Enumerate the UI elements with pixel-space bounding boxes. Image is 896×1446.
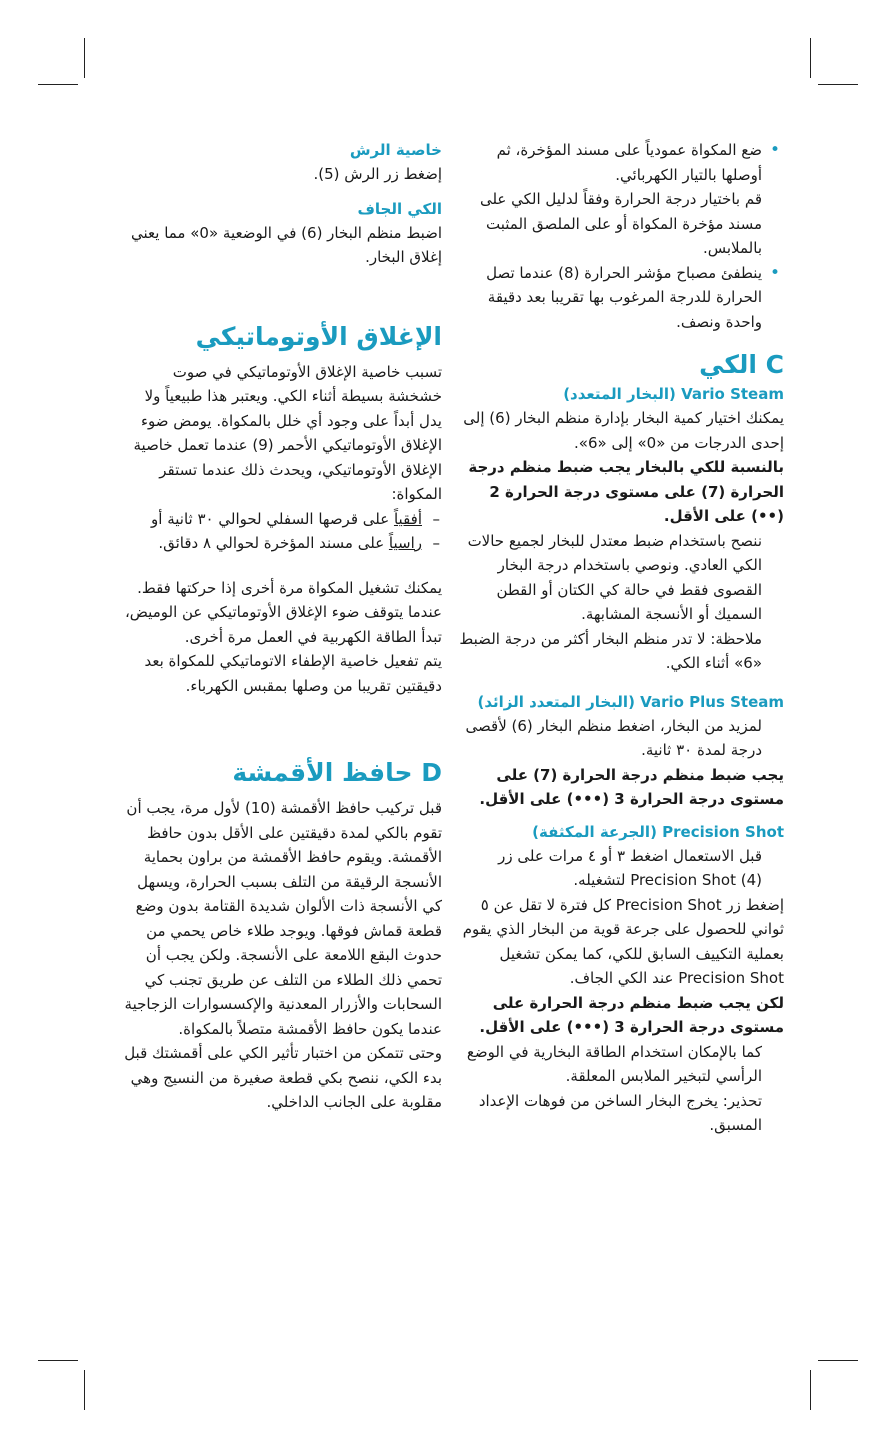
section-d-heading: [118, 756, 442, 790]
vario-steam-heading: Vario Steam (البخار المتعدد): [563, 385, 784, 403]
dry-ironing-heading: الكي الجاف: [357, 199, 442, 218]
crop-mark: [84, 38, 85, 78]
precision-shot-bold: لكن يجب ضبط منظم درجة الحرارة على مستوى درجة الحرارة 3 (•••) على الأقل.: [479, 993, 784, 1036]
auto-off-restart: يمكنك تشغيل المكواة مرة أخرى إذا حركتها فقط. عندما يتوقف ضوء الإغلاق الأوتوماتيكي عن الوميض، تبدأ الطاقة الكهربية في العمل مرة أخرى.: [124, 578, 442, 646]
vario-plus-heading: Vario Plus Steam (البخار المتعدد الزائد): [477, 692, 784, 711]
bullet-plug-in: • ضع المكواة عمودياً على مسند المؤخرة، ثم أوصلها بالتيار الكهربائي. قم باختيار درجة الحرارة وفقاً لدليل الكي على مسند مؤخرة المكواة أو على الملصق المثبت بالملابس.: [456, 138, 784, 261]
fabric-protector-test: وحتى تتمكن من اختبار تأثير الكي على أقمشتك قبل بدء الكي، ننصح بكي قطعة صغيرة من النسيج وهي مقلوبة على الجانب الداخلي.: [124, 1044, 442, 1111]
left-column: [118, 138, 442, 1115]
precision-shot-usage: إضغط زر Precision Shot كل فترة لا تقل عن ٥ ثواني للحصول على جرعة قوية من البخار الذي يقوم بعملية التكييف السابق للكي، كما يمكن تشغيل Precision Shot عند الكي الجاف.: [462, 895, 784, 987]
bullet-continuation: قم باختيار درجة الحرارة وفقاً لدليل الكي على مسند مؤخرة المكواة أو على الملصق المثبت بالملابس.: [479, 190, 762, 257]
auto-off-heading: الإغلاق الأوتوماتيكي: [195, 321, 442, 351]
dry-ironing-text: اضبط منظم البخار (6) في الوضعية «0» مما يعني إغلاق البخار.: [130, 223, 442, 266]
spray-heading: خاصية الرش: [349, 141, 442, 159]
instruction-list: [456, 138, 784, 334]
right-column: [456, 138, 784, 1138]
section-c-heading: [456, 348, 784, 382]
crop-mark: [84, 1370, 85, 1410]
bullet-temperature-light: • ينطفئ مصباح مؤشر الحرارة (8) عندما تصل الحرارة للدرجة المرغوب بها تقريبا بعد دقيقة واحدة ونصف.: [456, 261, 784, 335]
auto-off-vertical: – راسياً على مسند المؤخرة لحوالي ٨ دقائق.: [118, 531, 442, 556]
crop-mark: [818, 84, 858, 85]
auto-off-text: تسبب خاصية الإغلاق الأوتوماتيكي في صوت خشخشة بسيطة أثناء الكي. ويعتبر هذا طبيعياً ولا يدل أبداً على وجود أي خلل بالمكواة. يومض ضوء الإغلاق الأوتوماتيكي الأحمر (9) عندما تعمل خاصية الإغلاق الأوتوماتيكي، ويحدث ذلك عندما تستقر المكواة:: [133, 362, 442, 503]
section-letter: C: [765, 350, 784, 379]
section-letter: D: [421, 758, 442, 787]
section-title: الكي: [699, 350, 757, 379]
auto-off-horizontal: – أفقياً على قرصها السفلي لحوالي ٣٠ ثانية أو: [118, 507, 442, 532]
vario-steam-text: يمكنك اختيار كمية البخار بإدارة منظم البخار (6) إلى إحدى الدرجات من «0» إلى «6».: [463, 409, 784, 452]
auto-off-activation: يتم تفعيل خاصية الإطفاء الاتوماتيكي للمكواة بعد دقيقتين تقريبا من وصلها بمقبس الكهرباء.: [144, 652, 442, 695]
crop-mark: [810, 38, 811, 78]
crop-mark: [38, 1360, 78, 1361]
precision-shot-text: قبل الاستعمال اضغط ٣ أو ٤ مرات على زر Precision Shot (4) لتشغيله.: [498, 846, 762, 889]
vario-plus-bold: يجب ضبط منظم درجة الحرارة (7) على مستوى درجة الحرارة 3 (•••) على الأقل.: [479, 765, 784, 808]
vario-steam-note: ملاحظة: لا تدر منظم البخار أكثر من درجة الضبط «6» أثناء الكي.: [459, 629, 762, 672]
crop-mark: [38, 84, 78, 85]
vario-steam-bold: بالنسبة للكي بالبخار يجب ضبط منظم درجة الحرارة (7) على مستوى درجة الحرارة 2 (••) على الأقل.: [468, 458, 784, 525]
precision-shot-heading: Precision Shot (الجرعة المكثفة): [532, 822, 784, 841]
vario-plus-text: لمزيد من البخار، اضغط منظم البخار (6) لأقصى درجة لمدة ٣٠ ثانية.: [465, 716, 762, 759]
fabric-protector-text: قبل تركيب حافظ الأقمشة (10) لأول مرة، يجب أن تقوم بالكي لمدة دقيقتين على الأقل بدون حافظ الأقمشة. ويقوم حافظ الأقمشة من براون بحماية الأنسجة الرقيقة من التلف بسبب الحرارة، ويسهل كي الأنسجة ذات الألوان شديدة القتامة بدون وضع قطعة قماش فوقها. ويوجد طلاء خاص يحمي من حدوث البقع اللامعة على الأنسجة. ولكن يجب أن تحمي ذلك الطلاء من التلف عن طريق تجنب كي السحابات والأزرار المعدنية والإكسسوارات الزجاجية عندما يكون حافظ الأقمشة متصلاً بالمكواة.: [124, 799, 442, 1038]
section-title: حافظ الأقمشة: [232, 758, 413, 787]
crop-mark: [810, 1370, 811, 1410]
crop-mark: [818, 1360, 858, 1361]
precision-shot-vertical: كما بالإمكان استخدام الطاقة البخارية في الوضع الرأسي لتبخير الملابس المعلقة.: [466, 1042, 762, 1085]
vario-steam-advice: ننصح باستخدام ضبط معتدل للبخار لجميع حالات الكي العادي. ونوصي باستخدام درجة البخار القصوى فقط في حالة كي الكتان أو القطن السميك أو الأنسجة المشابهة.: [467, 531, 762, 623]
precision-shot-warning: تحذير: يخرج البخار الساخن من فوهات الإعداد المسبق.: [478, 1091, 762, 1134]
spray-text: إضغط زر الرش (5).: [313, 165, 442, 183]
